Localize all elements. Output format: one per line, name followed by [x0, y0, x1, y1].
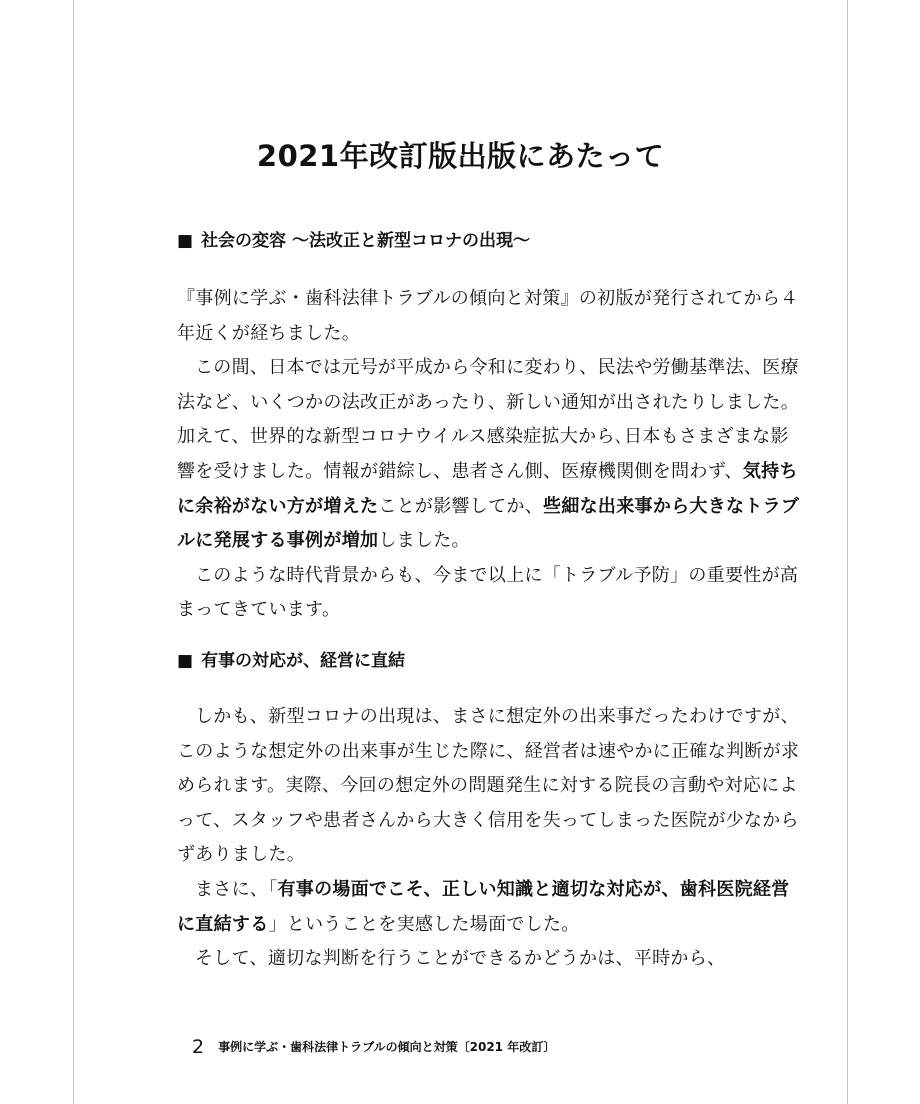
- paragraph: そして、適切な判断を行うことができるかどうかは、平時から、: [195, 948, 726, 970]
- square-bullet-icon: ■: [177, 650, 194, 671]
- document-page: [73, 0, 848, 1104]
- section-heading-text: 社会の変容 〜法改正と新型コロナの出現〜: [201, 231, 530, 251]
- paragraph: しかも、新型コロナの出現は、まさに想定外の出来事だったわけですが、このような想定外の出来事が生じた際に、経営者は速やかに正確な判断が求められます。実際、今回の想定外の問題発生に対する院長の言動や対応によって、スタッフや患者さんから大きく信用を失ってしまった医院が少なからずありました。: [177, 705, 800, 866]
- paragraph-text: しました。: [378, 530, 470, 552]
- section-heading-text: 有事の対応が、経営に直結: [201, 650, 406, 671]
- section-heading-crisis-response: [177, 648, 807, 674]
- paragraph: [177, 351, 807, 559]
- paragraph-text: この間、日本では元号が平成から令和に変わり、民法や労働基準法、医療法など、いくつかの法改正があったり、新しい通知が出されたりしました。加えて、世界的な新型コロナウイルス感染症拡大から､日本もさまざまな影響を受けました。情報が錯綜し、患者さん側、医療機関側を問わず、: [177, 357, 800, 482]
- paragraph-text: 」ということを実感した場面でした。: [268, 913, 580, 935]
- paragraph: このような時代背景からも、今まで以上に「トラブル予防」の重要性が高まってきています。: [177, 564, 799, 621]
- emphasis-text: 有事の場面でこそ、正しい知識と適切な対応が、歯科医院経営に直結する: [177, 878, 790, 935]
- paragraph-text: まさに、「: [195, 878, 278, 900]
- page-footer: [192, 1036, 555, 1058]
- page-number: 2: [192, 1036, 205, 1058]
- section-body: [177, 700, 807, 977]
- section-body: [177, 282, 807, 628]
- square-bullet-icon: ■: [177, 231, 194, 251]
- book-title-running-footer: 事例に学ぶ・歯科法律トラブルの傾向と対策〔2021 年改訂〕: [218, 1040, 556, 1054]
- paragraph: [177, 873, 807, 942]
- emphasis-text: 気持ちに余裕がない方が増えた: [177, 460, 798, 517]
- page-title: 2021年改訂版出版にあたって: [256, 139, 665, 173]
- paragraph: 『事例に学ぶ・歯科法律トラブルの傾向と対策』の初版が発行されてから４年近くが経ちました。: [177, 288, 799, 344]
- section-heading-society-change: [177, 228, 807, 254]
- paragraph-text: ことが影響してか、: [378, 495, 544, 517]
- body-text: [177, 228, 807, 977]
- emphasis-text: 些細な出来事から大きなトラブルに発展する事例が増加: [177, 495, 800, 552]
